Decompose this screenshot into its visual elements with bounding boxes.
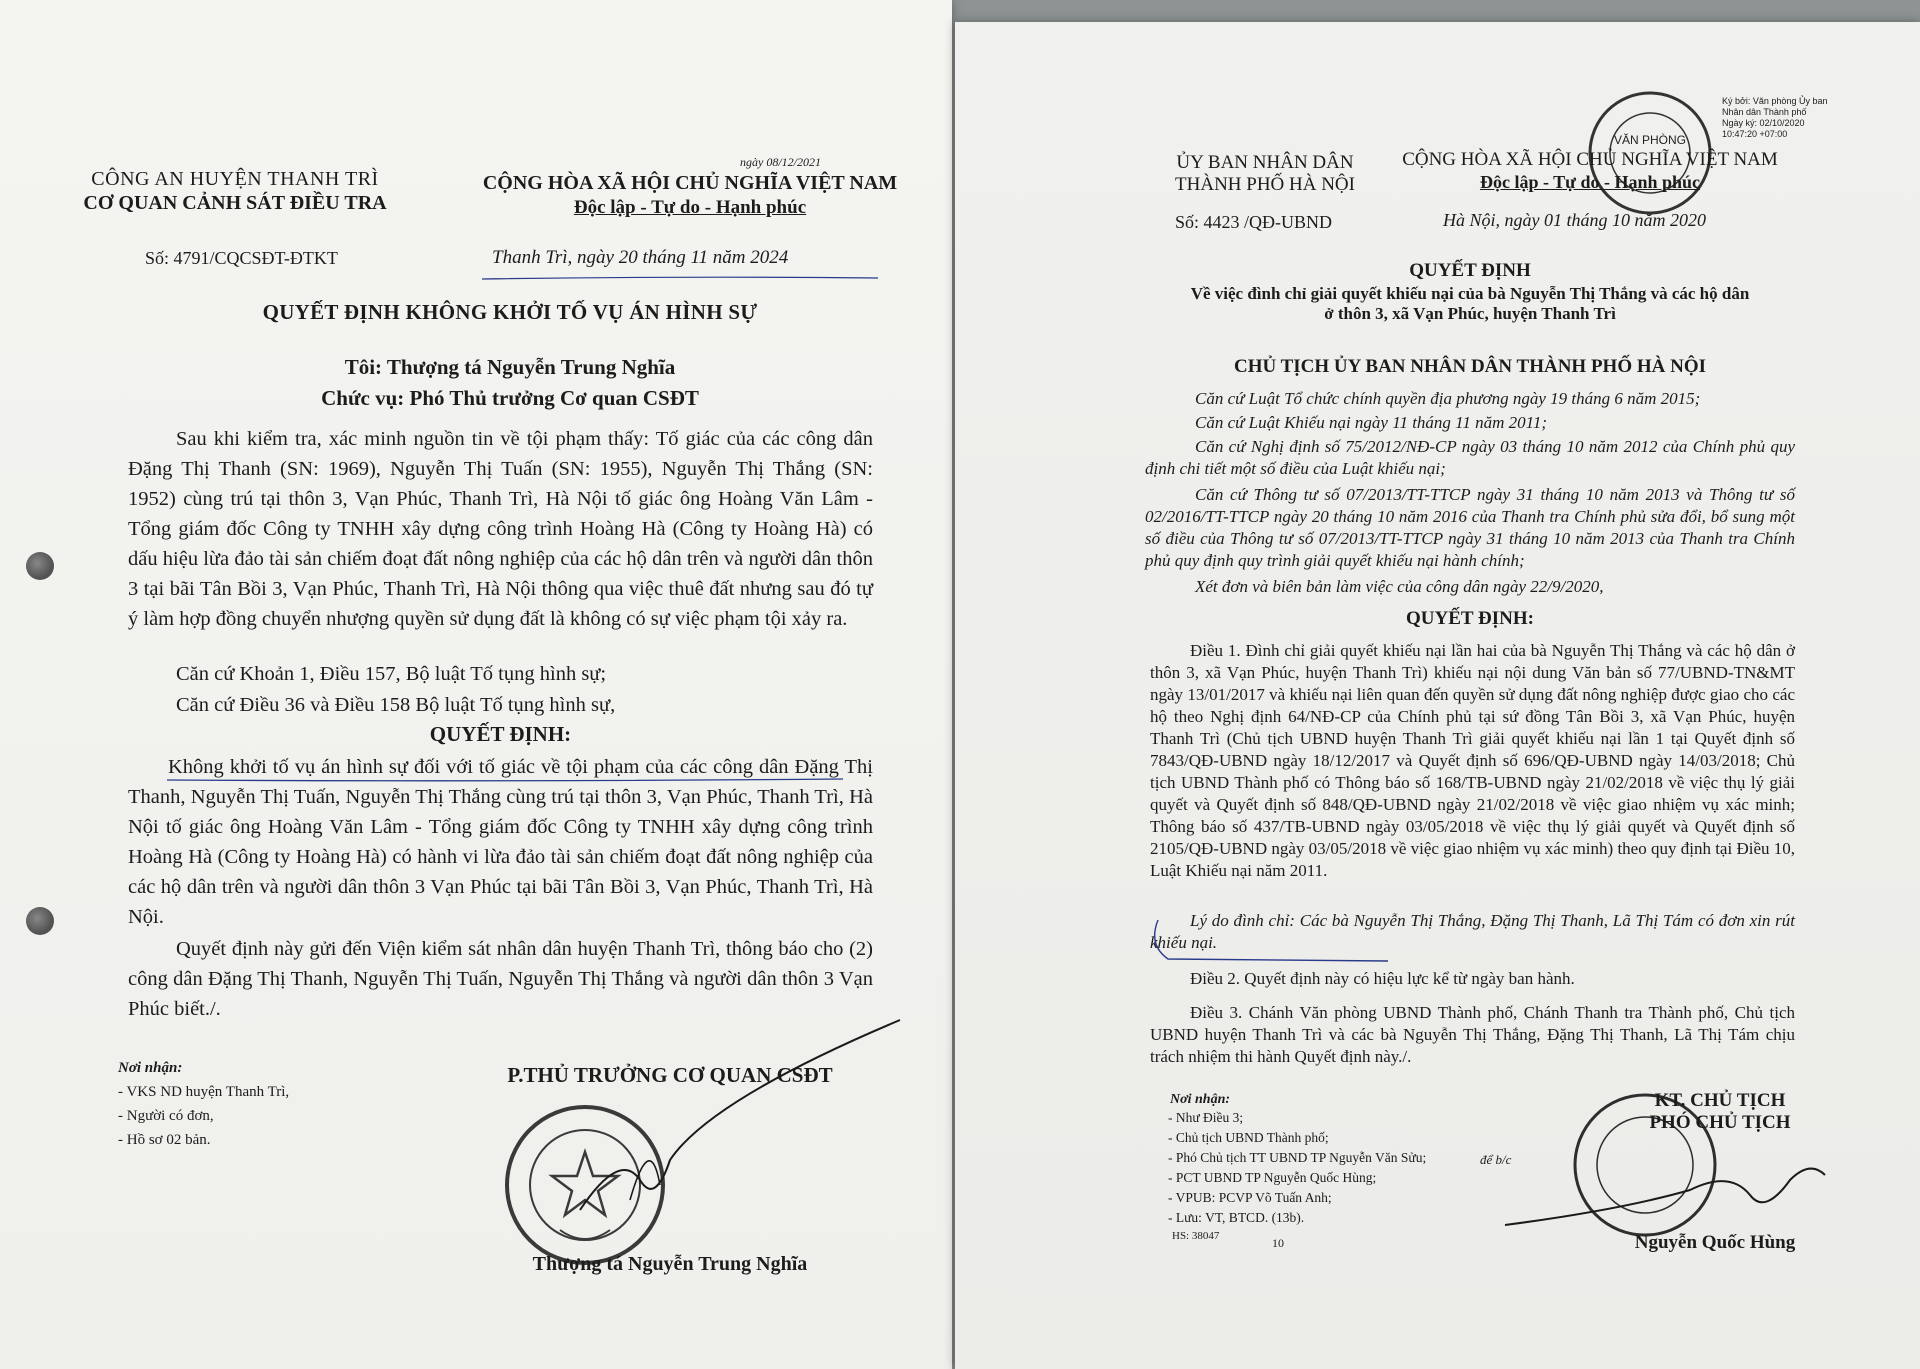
punch-hole — [26, 552, 54, 580]
right-recipient-item: - Lưu: VT, BTCD. (13b). — [1168, 1210, 1305, 1225]
left-signature-icon — [560, 1010, 910, 1230]
right-article-3: Điều 3. Chánh Văn phòng UBND Thành phố, Chánh Thanh tra Thành phố, Chủ tịch UBND huyện Thanh Trì và các bà Nguyễn Thị Thắng, Đặng Thị Thanh, Lã Thị Tám chịu trách nhiệm thi hành Quyết định này./. — [1150, 1003, 1795, 1066]
right-document-subject-line2: ở thôn 3, xã Vạn Phúc, huyện Thanh Trì — [1324, 304, 1616, 323]
left-decision-heading: QUYẾT ĐỊNH: — [429, 722, 572, 746]
digital-signature-line: Nhân dân Thành phố — [1722, 107, 1807, 117]
left-paragraph-findings: Sau khi kiểm tra, xác minh nguồn tin về tội phạm thấy: Tố giác của các công dân Đặng Thị Thanh (SN: 1969), Nguyễn Thị Tuấn (SN: 1955), Nguyễn Thị Thắng (SN: 1952) cùng trú tại thôn 3, Vạn Phúc, Thanh Trì, Hà Nội tố giác ông Hoàng Văn Lâm - Tổng giám đốc Công ty TNHH xây dựng công trình Hoàng Hà (Công ty Hoàng Hà) có dấu hiệu lừa đảo tài sản chiếm đoạt đất nông nghiệp của các hộ dân trên và người dân thôn 3 tại bãi Tân Bồi 3, Vạn Phúc, Thanh Trì, Hà Nội thông qua việc thuê đất nhưng sau đó tự ý làm hợp đồng chuyển nhượng quyền sử dụng đất là không có sự việc phạm tội xảy ra. — [128, 428, 873, 630]
right-issuing-authority: CHỦ TỊCH ỦY BAN NHÂN DÂN THÀNH PHỐ HÀ NỘI — [1233, 356, 1707, 377]
right-recipient-item: - Như Điều 3; — [1168, 1110, 1244, 1125]
right-legal-basis: Căn cứ Luật Khiếu nại ngày 11 tháng 11 năm 2011; — [1195, 413, 1548, 432]
right-decision-heading: QUYẾT ĐỊNH: — [1406, 608, 1534, 629]
right-national-motto: Độc lập - Tự do - Hạnh phúc — [1479, 172, 1701, 192]
left-recipient-item: - Người có đơn, — [118, 1108, 214, 1124]
seal-text: VĂN PHÒNG — [1613, 133, 1687, 147]
left-recipient-item: - VKS ND huyện Thanh Trì, — [118, 1084, 290, 1100]
left-paragraph-notification: Quyết định này gửi đến Viện kiểm sát nhân dân huyện Thanh Trì, thông báo cho (2) công dân Đặng Thị Thanh, Nguyễn Thị Tuấn, Nguyễn Thị Thắng và người dân thôn 3 Vạn Phúc biết./. — [128, 938, 873, 1020]
left-document-title: QUYẾT ĐỊNH KHÔNG KHỞI TỐ VỤ ÁN HÌNH SỰ — [262, 300, 758, 324]
left-agency-subname: CƠ QUAN CẢNH SÁT ĐIỀU TRA — [83, 192, 387, 214]
right-document-title: QUYẾT ĐỊNH — [1409, 260, 1531, 281]
right-report-note: để b/c — [1480, 1152, 1512, 1167]
left-agency-name: CÔNG AN HUYỆN THANH TRÌ — [91, 168, 379, 190]
right-legal-basis: Xét đơn và biên bản làm việc của công dân ngày 22/9/2020, — [1195, 577, 1604, 596]
right-legal-basis: Căn cứ Thông tư số 07/2013/TT-TTCP ngày 31 tháng 10 năm 2013 và Thông tư số 02/2016/TT-TTCP ngày 20 tháng 10 năm 2016 của Thanh tra Chính phủ sửa đổi, bổ sung một số điều của Thông tư số 07/2013/TT-TTCP ngày 31 tháng 10 năm 2013 của Thanh tra Chính phủ quy định quy trình giải quyết khiếu nại hành chính; — [1145, 485, 1795, 570]
right-legal-basis: Căn cứ Luật Tổ chức chính quyền địa phương ngày 19 tháng 6 năm 2015; — [1195, 389, 1701, 408]
left-recipient-item: - Hồ sơ 02 bản. — [118, 1132, 211, 1148]
handwritten-underline — [165, 776, 845, 784]
left-recipients-label: Nơi nhận: — [118, 1060, 183, 1076]
digital-signature-line: 10:47:20 +07:00 — [1722, 129, 1788, 139]
right-place-date: Hà Nội, ngày 01 tháng 10 năm 2020 — [1443, 210, 1706, 230]
left-signer-title: P.THỦ TRƯỞNG CƠ QUAN CSĐT — [507, 1063, 833, 1087]
left-issuer: Tôi: Thượng tá Nguyễn Trung Nghĩa — [344, 355, 676, 379]
right-document-number: Số: 4423 /QĐ-UBND — [1175, 212, 1333, 232]
right-recipient-item: - PCT UBND TP Nguyễn Quốc Hùng; — [1168, 1170, 1377, 1185]
right-recipients-label: Nơi nhận: — [1170, 1092, 1231, 1107]
right-agency-city: THÀNH PHỐ HÀ NỘI — [1175, 174, 1355, 195]
right-signer-name: Nguyễn Quốc Hùng — [1634, 1232, 1796, 1253]
right-page-mark: 10 — [1272, 1236, 1284, 1250]
right-recipient-item: - Chủ tịch UBND Thành phố; — [1168, 1130, 1329, 1145]
right-signature-icon — [1500, 1150, 1830, 1230]
digital-signature-block — [1722, 96, 1902, 140]
digital-signature-line: Ngày ký: 02/10/2020 — [1722, 118, 1805, 128]
right-reason: Lý do đình chỉ: Các bà Nguyễn Thị Thắng, Đặng Thị Thanh, Lã Thị Tám có đơn xin rút khiếu nại. — [1150, 911, 1795, 952]
right-signer-title: PHÓ CHỦ TỊCH — [1649, 1112, 1791, 1133]
handwritten-underline — [480, 274, 880, 282]
punch-hole — [26, 907, 54, 935]
right-national-title: CỘNG HÒA XÃ HỘI CHỦ NGHĨA VIỆT NAM — [1402, 149, 1778, 170]
handwritten-mark — [1148, 915, 1398, 965]
right-legal-basis: Căn cứ Nghị định số 75/2012/NĐ-CP ngày 03 tháng 10 năm 2012 của Chính phủ quy định chi tiết một số điều của Luật khiếu nại; — [1145, 437, 1795, 478]
right-signer-kt: KT. CHỦ TỊCH — [1654, 1090, 1786, 1111]
right-recipient-item: - VPUB: PCVP Võ Tuấn Anh; — [1168, 1190, 1332, 1205]
right-recipient-item: - Phó Chủ tịch TT UBND TP Nguyễn Văn Sửu; — [1168, 1150, 1427, 1165]
left-paragraph-decision: Không khởi tố vụ án hình sự đối với tố giác về tội phạm của các công dân Đặng Thị Thanh, Nguyễn Thị Tuấn, Nguyễn Thị Thắng cùng trú tại thôn 3, Vạn Phúc, Thanh Trì, Hà Nội tố giác ông Hoàng Văn Lâm - Tổng giám đốc Công ty TNHH xây dựng công trình Hoàng Hà (Công ty Hoàng Hà) có hành vi lừa đảo tài sản chiếm đoạt đất nông nghiệp của các hộ dân trên và người dân thôn 3 Vạn Phúc tại bãi Tân Bồi 3, Vạn Phúc, Thanh Trì, Hà Nội. — [128, 756, 873, 928]
left-national-title: CỘNG HÒA XÃ HỘI CHỦ NGHĨA VIỆT NAM — [482, 172, 898, 194]
right-article-1: Điều 1. Đình chỉ giải quyết khiếu nại lần hai của bà Nguyễn Thị Thắng và các hộ dân ở thôn 3, xã Vạn Phúc, huyện Thanh Trì) khiếu nại nội dung Văn bản số 77/UBND-TN&MT ngày 13/01/2017 và khiếu nại liên quan đến quyền sử dụng đất nông nghiệp được giao cho các hộ theo Nghị định 64/NĐ-CP của Chính phủ tại sứ đồng Tân Bồi 3, xã Vạn Phúc, huyện Thanh Trì (Chủ tịch UBND huyện Thanh Trì giải quyết khiếu nại lần 1 tại Quyết định số 7843/QĐ-UBND ngày 18/12/2017 và Quyết định số 696/QĐ-UBND ngày 14/03/2018; Chủ tịch UBND Thành phố có Thông báo số 168/TB-UBND ngày 21/02/2018 về việc thụ lý giải quyết và Quyết định số 848/QĐ-UBND ngày 21/02/2018 về việc giao nhiệm vụ xác minh; Thông báo số 437/TB-UBND ngày 03/05/2018 về việc thụ lý giải quyết và Quyết định số 2105/QĐ-UBND ngày 03/05/2018 về việc giao nhiệm vụ xác minh) theo quy định tại Điều 10, Luật Khiếu nại năm 2011. — [1150, 641, 1795, 880]
left-document-number: Số: 4791/CQCSĐT-ĐTKT — [145, 248, 338, 268]
left-signer-name: Thượng tá Nguyễn Trung Nghĩa — [532, 1253, 808, 1275]
digital-signature-line: Ký bởi: Văn phòng Ủy ban — [1722, 96, 1828, 106]
left-national-motto: Độc lập - Tự do - Hạnh phúc — [573, 197, 807, 218]
right-file-number: HS: 38047 — [1172, 1230, 1220, 1242]
left-legal-basis-1: Căn cứ Khoản 1, Điều 157, Bộ luật Tố tụng hình sự; — [176, 663, 607, 685]
left-issuer-position: Chức vụ: Phó Thủ trưởng Cơ quan CSĐT — [321, 386, 699, 410]
right-agency-name: ỦY BAN NHÂN DÂN — [1176, 152, 1354, 173]
left-stamp-date: ngày 08/12/2021 — [740, 155, 821, 169]
right-document-subject-line1: Về việc đình chỉ giải quyết khiếu nại của bà Nguyễn Thị Thắng và các hộ dân — [1190, 284, 1750, 303]
left-legal-basis-2: Căn cứ Điều 36 và Điều 158 Bộ luật Tố tụng hình sự, — [176, 694, 616, 716]
left-place-date: Thanh Trì, ngày 20 tháng 11 năm 2024 — [492, 247, 789, 268]
right-article-2: Điều 2. Quyết định này có hiệu lực kể từ ngày ban hành. — [1190, 969, 1575, 988]
